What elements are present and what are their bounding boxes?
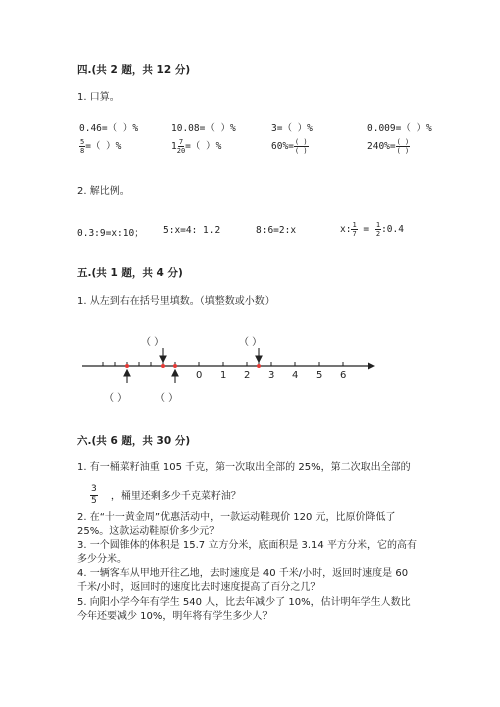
arrow-up-icon (124, 370, 130, 376)
question-numberline-label: 1. 从左到右在括号里填数。（填整数或小数） (77, 296, 275, 307)
section5-title: 五.(共 1 题，共 4 分) (77, 267, 183, 279)
tick-label: 4 (292, 370, 299, 381)
tick-label: 3 (268, 370, 275, 381)
fraction: $\frac{7}{20}$ (176, 138, 186, 155)
proportion-eq-3: 8:6=2:x (256, 225, 297, 236)
red-point (161, 364, 165, 368)
fraction: $\frac{3}{5}$ (91, 484, 97, 506)
fraction: $\frac{5}{8}$ (80, 138, 85, 155)
oral-calc-item-5: $\frac{5}{8}$ =（ ）% (80, 138, 122, 155)
section6-title: 六.(共 6 题，共 30 分) (77, 435, 191, 447)
tick-label: 0 (196, 370, 203, 381)
tick-label: 5 (316, 370, 323, 381)
blank-top-1: （ ） (141, 337, 165, 348)
blank-bottom-1: （ ） (104, 393, 128, 404)
oral-calc-item-8: 240%= $\frac{( )}{( )}$ (367, 138, 410, 155)
proportion-eq-2: 5:x=4: 1.2 (163, 225, 221, 236)
oral-calc-item-4: 0.009=（ ）% (367, 123, 432, 134)
fraction-blank: $\frac{( )}{( )}$ (294, 138, 308, 155)
oral-calc-item-7: 60%= $\frac{( )}{( )}$ (271, 138, 308, 155)
oral-calc-item-3: 3=（ ）% (271, 123, 313, 134)
blank-bottom-2: （ ） (155, 393, 179, 404)
tick-label: 2 (244, 370, 251, 381)
tick-label: 1 (220, 370, 227, 381)
fraction: $\frac{1}{7}$ (352, 221, 357, 238)
blank-top-2: （ ） (239, 337, 263, 348)
arrow-down-icon (256, 356, 262, 362)
section4-title: 四.(共 2 题，共 12 分) (77, 64, 191, 76)
arrow-down-icon (160, 356, 166, 362)
fraction: $\frac{1}{2}$ (375, 221, 381, 238)
word-problem-1-cont: $\frac{3}{5}$ ，桶里还剩多少千克菜籽油？ (91, 484, 241, 506)
oral-calc-item-1: 0.46=（ ）% (79, 123, 139, 134)
proportion-eq-4: x: $\frac{1}{7}$ = $\frac{1}{2}$ :0.4 (340, 221, 404, 238)
question-oral-calc-label: 1. 口算。 (77, 92, 120, 103)
red-point (125, 364, 129, 368)
fraction-blank: $\frac{( )}{( )}$ (396, 138, 410, 155)
arrow-up-icon (172, 370, 178, 376)
proportion-eq-1: 0.3:9=x:10； (77, 228, 144, 239)
word-problem-1: 1. 有一桶菜籽油重 105 千克，第一次取出全部的 25%，第二次取出全部的 (77, 462, 411, 473)
oral-calc-item-6: 1 $\frac{7}{20}$ =（ ）% (171, 138, 222, 155)
tick-label: 6 (340, 370, 347, 381)
red-point (257, 364, 261, 368)
number-line-arrow-icon (368, 363, 375, 370)
question-proportion-label: 2. 解比例。 (77, 186, 130, 197)
red-point (173, 364, 177, 368)
word-problem-3: 3. 一个圆锥体的体积是 15.7 立方分米，底面积是 3.14 平方分米，它的高有多少分米。 (77, 540, 417, 565)
word-problem-4: 4. 一辆客车从甲地开往乙地，去时速度是 40 千米/小时，返回时速度是 60 千米/小时，返回时的速度比去时速度提高了百分之几？ (77, 568, 409, 593)
word-problem-5: 5. 向阳小学今年有学生 540 人，比去年减少了 10%，估计明年学生人数比今年还要减少 10%，明年将有学生多少人？ (77, 597, 411, 622)
word-problem-2: 2. 在“十一黄金周”优惠活动中，一款运动鞋现价 120 元，比原价降低了 25%。这款运动鞋原价多少元？ (77, 512, 396, 537)
oral-calc-item-2: 10.08=（ ）% (171, 123, 236, 134)
